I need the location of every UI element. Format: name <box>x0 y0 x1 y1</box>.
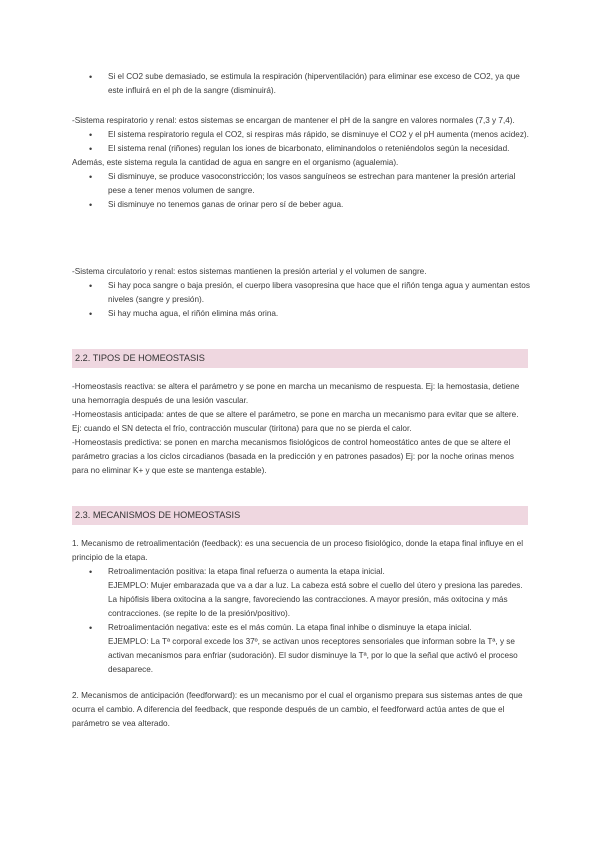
paragraph-intro: -Sistema respiratorio y renal: estos sistemas se encargan de mantener el pH de la sangre en valores normales (7,3 y 7,4). <box>72 116 515 125</box>
negative-feedback-example: EJEMPLO: La Tª corporal excede los 37º, se activan unos receptores sensoriales que informan sobre la Tª, y se activan mecanismos para enfriar (sudoración). El sudor disminuye la Tª, por lo que la señal que activó el proceso desaparece. <box>108 637 518 674</box>
resp-renal-block <box>72 114 530 212</box>
list-item: • Si disminuye, se produce vasoconstricción; los vasos sanguíneos se estrechan para mantener la presión arterial pese a tener menos volumen de sangre. <box>72 170 530 198</box>
list-item: • Si el CO2 sube demasiado, se estimula la respiración (hiperventilación) para eliminar ese exceso de CO2, ya que este influirá en el ph de la sangre (disminuirá). <box>72 70 530 98</box>
list-item: • El sistema respiratorio regula el CO2, si respiras más rápido, se disminuye el CO2 y el pH aumenta (menos acidez). <box>72 128 530 142</box>
list-item-negative-feedback <box>72 621 530 677</box>
top-bullets <box>72 70 530 98</box>
list-item: • Si hay mucha agua, el riñón elimina más orina. <box>72 307 530 321</box>
types-block <box>72 380 530 478</box>
negative-feedback-title: Retroalimentación negativa: este es el más común. La etapa final inhibe o disminuye la etapa inicial. <box>108 623 472 632</box>
list-item: • El sistema renal (riñones) regulan los iones de bicarbonato, eliminandolos o reteniéndolos según la necesidad. <box>72 142 530 156</box>
paragraph-addendum: Además, este sistema regula la cantidad de agua en sangre en el organismo (agualemia). <box>72 158 399 167</box>
paragraph: -Homeostasis anticipada: antes de que se altere el parámetro, se pone en marcha un mecanismo para evitar que se altere. Ej: cuando el SN detecta el frío, contracción muscular (tiritona) para que no se pierda el calor. <box>72 410 519 433</box>
list-item: • Si hay poca sangre o baja presión, el cuerpo libera vasopresina que hace que el riñón tenga agua y aumentan estos niveles (sangre y presión). <box>72 279 530 307</box>
anticipation-block <box>72 689 530 731</box>
paragraph-item-2: 2. Mecanismos de anticipación (feedforward): es un mecanismo por el cual el organismo prepara sus sistemas antes de que ocurra el cambio. A diferencia del feedback, que responde después de un cambio, el feedforward actúa antes de que el parámetro se vea alterado. <box>72 691 523 728</box>
positive-feedback-title: Retroalimentación positiva: la etapa final refuerza o aumenta la etapa inicial. <box>108 567 385 576</box>
paragraph-item-1: 1. Mecanismo de retroalimentación (feedback): es una secuencia de un proceso fisiológico, donde la etapa final influye en el principio de la etapa. <box>72 539 524 562</box>
paragraph-intro: -Sistema circulatorio y renal: estos sistemas mantienen la presión arterial y el volumen de sangre. <box>72 267 427 276</box>
list-item: • Si disminuye no tenemos ganas de orinar pero sí de beber agua. <box>72 198 530 212</box>
circ-renal-block <box>72 265 530 321</box>
section-heading: 2.2. TIPOS DE HOMEOSTASIS <box>72 349 528 368</box>
mechanisms-block <box>72 537 530 677</box>
list-item-positive-feedback <box>72 565 530 621</box>
positive-feedback-example: EJEMPLO: Mujer embarazada que va a dar a luz. La cabeza está sobre el cuello del útero y presiona las paredes. La hipófisis libera oxitocina a la sangre, favoreciendo las contracciones. A mayor presión, más oxitocina y más contracciones. (se repite lo de la presión/positivo). <box>108 581 523 618</box>
paragraph: -Homeostasis predictiva: se ponen en marcha mecanismos fisiológicos de control homeostático antes de que se altere el parámetro gracias a los ciclos circadianos (basada en la predicción y en patrones pasados) Ej: por la noche orinas menos para no eliminar K+ y que este se mantenga estable). <box>72 438 514 475</box>
section-heading: 2.3. MECANISMOS DE HOMEOSTASIS <box>72 506 528 525</box>
paragraph: -Homeostasis reactiva: se altera el parámetro y se pone en marcha un mecanismo de respuesta. Ej: la hemostasia, detiene una hemorragia después de una lesión vascular. <box>72 382 520 405</box>
